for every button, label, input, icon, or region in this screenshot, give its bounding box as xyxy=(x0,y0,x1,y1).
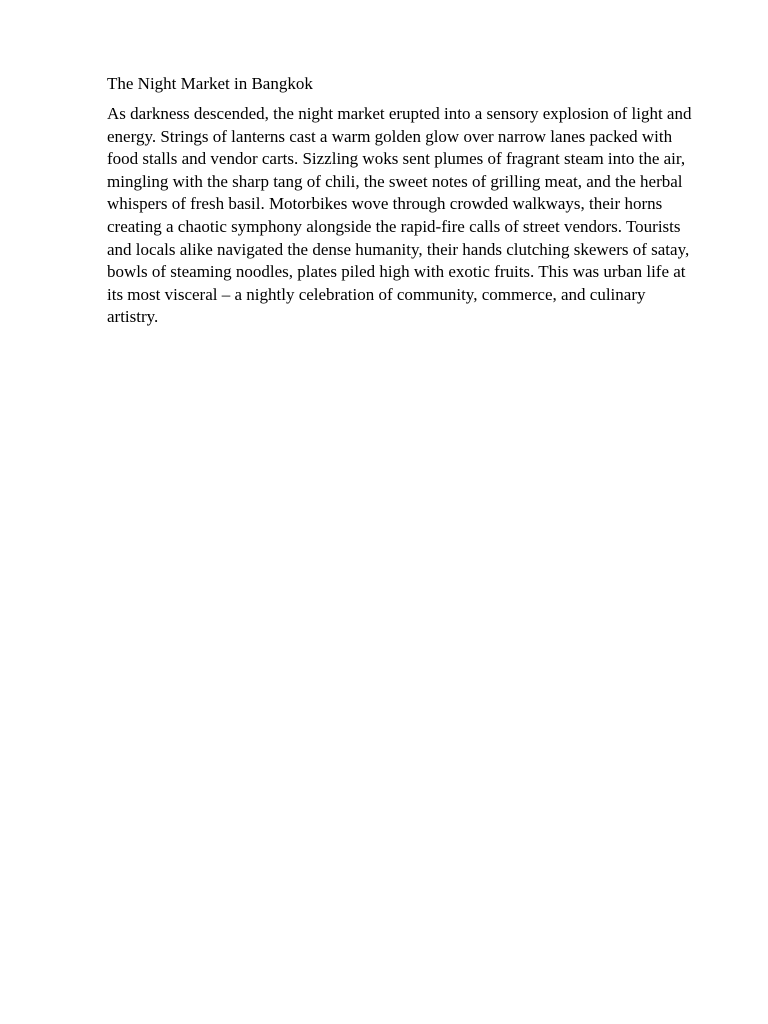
document-body xyxy=(107,73,699,329)
document-paragraph: As darkness descended, the night market erupted into a sensory explosion of light and energy. Strings of lanterns cast a warm golden glow over narrow lanes packed with food stalls and vendor carts. Sizzling woks sent plumes of fragrant steam into the air, mingling with the sharp tang of chili, the sweet notes of grilling meat, and the herbal whispers of fresh basil. Motorbikes wove through crowded walkways, their horns creating a chaotic symphony alongside the rapid-fire calls of street vendors. Tourists and locals alike navigated the dense humanity, their hands clutching skewers of satay, bowls of steaming noodles, plates piled high with exotic fruits. This was urban life at its most visceral – a nightly celebration of community, commerce, and culinary artistry. xyxy=(107,104,692,327)
document-title: The Night Market in Bangkok xyxy=(107,74,313,93)
